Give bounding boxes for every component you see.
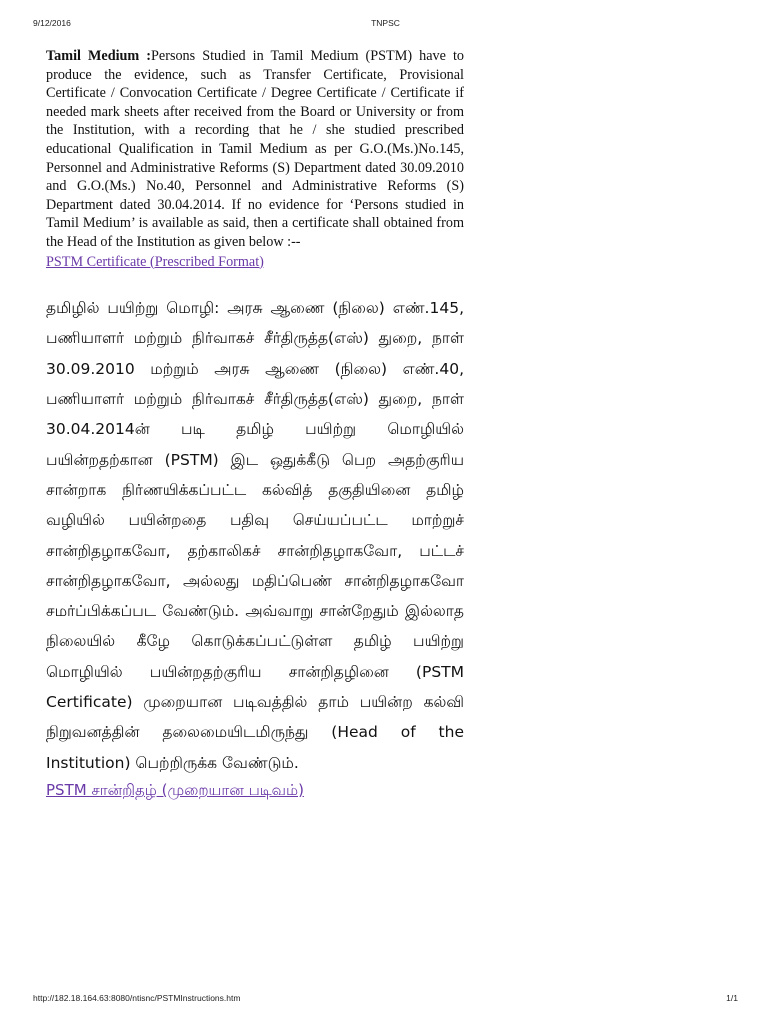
print-header bbox=[33, 18, 738, 32]
pstm-certificate-link[interactable]: PSTM Certificate (Prescribed Format) bbox=[46, 253, 264, 270]
pstm-certificate-tamil-link[interactable]: PSTM சான்றிதழ் (முறையான படிவம்) bbox=[46, 780, 304, 799]
page-content bbox=[46, 47, 464, 802]
print-title: TNPSC bbox=[371, 18, 400, 28]
print-footer bbox=[33, 993, 738, 1007]
english-paragraph bbox=[46, 47, 464, 252]
page-number: 1/1 bbox=[726, 993, 738, 1003]
tamil-paragraph: தமிழில் பயிற்று மொழி: அரசு ஆணை (நிலை) எண்.145, பணியாளர் மற்றும் நிர்வாகச் சீர்திருத்த(எஸ்) துறை, நாள் 30.09.2010 மற்றும் அரசு ஆணை (நிலை) எண்.40, பணியாளர் மற்றும் நிர்வாகச் சீர்திருத்த(எஸ்) துறை, நாள் 30.04.2014ன் படி தமிழ் பயிற்று மொழியில் பயின்றதற்கான (PSTM) இட ஒதுக்கீடு பெற அதற்குரிய சான்றாக நிர்ணயிக்கப்பட்ட கல்வித் தகுதியினை தமிழ் வழியில் பயின்றதை பதிவு செய்யப்பட்ட மாற்றுச் சான்றிதழாகவோ, தற்காலிகச் சான்றிதழாகவோ, பட்டச் சான்றிதழாகவோ, அல்லது மதிப்பெண் சான்றிதழாகவோ சமர்ப்பிக்கப்பட வேண்டும். அவ்வாறு சான்றேதும் இல்லாத நிலையில் கீழே கொடுக்கப்பட்டுள்ள தமிழ் பயிற்று மொழியில் பயின்றதற்குரிய சான்றிதழினை (PSTM Certificate) முறையான படிவத்தில் தாம் பயின்ற கல்வி நிறுவனத்தின் தலைமையிடமிருந்து (Head of the Institution) பெற்றிருக்க வேண்டும். bbox=[46, 299, 464, 772]
tamil-medium-heading: Tamil Medium : bbox=[46, 48, 152, 64]
print-date: 9/12/2016 bbox=[33, 18, 71, 28]
english-body-text: Persons Studied in Tamil Medium (PSTM) have to produce the evidence, such as Transfer Certificate, Provisional Certificate / Convocation Certificate / Degree Certificate / Certificate if needed mark sheets after received from the Board or University or from the Institution, with a recording that he / she studied prescribed educational Qualification in Tamil Medium as per G.O.(Ms.)No.145, Personnel and Administrative Reforms (S) Department dated 30.09.2010 and G.O.(Ms.) No.40, Personnel and Administrative Reforms (S) Department dated 30.04.2014. If no evidence for ‘Persons studied in Tamil Medium’ is available as said, then a certificate shall obtained from the Head of the Institution as given below :-- bbox=[46, 48, 464, 250]
page-url: http://182.18.164.63:8080/ntisnc/PSTMInstructions.htm bbox=[33, 993, 241, 1003]
